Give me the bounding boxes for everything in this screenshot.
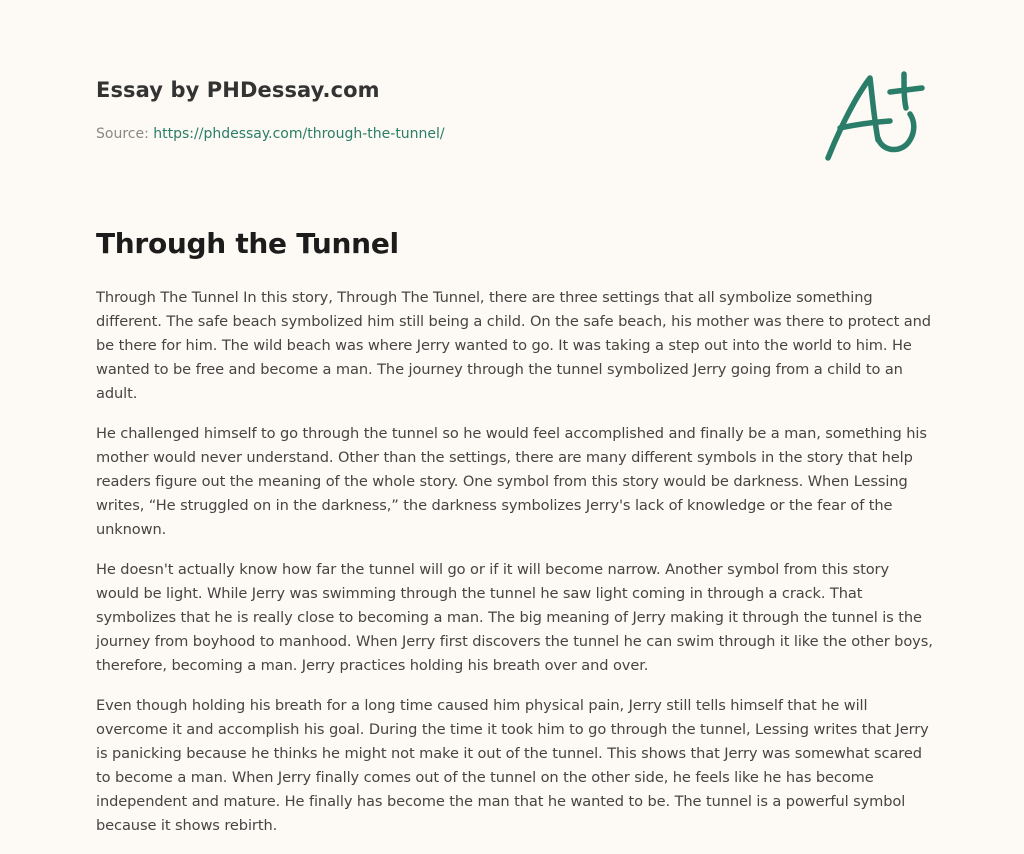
essay-content	[96, 224, 936, 854]
essay-paragraph: Even though holding his breath for a long time caused him physical pain, Jerry still tells himself that he will overcome it and accomplish his goal. During the time it took him to go through the tunnel, Lessing writes that Jerry is panicking because he thinks he might not make it out of the tunnel. This shows that Jerry was somewhat scared to become a man. When Jerry finally comes out of the tunnel on the other side, he feels like he has become independent and mature. He finally has become the man that he wanted to be. The tunnel is a powerful symbol because it shows rebirth.	[96, 697, 929, 834]
site-title: Essay by PHDessay.com	[96, 78, 380, 102]
source-line	[96, 124, 796, 144]
essay-paragraph: Through The Tunnel In this story, Through The Tunnel, there are three settings that all symbolize something different. The safe beach symbolized him still being a child. On the safe beach, his mother was there to protect and be there for him. The wild beach was where Jerry wanted to go. It was taking a step out into the world to him. He wanted to be free and become a man. The journey through the tunnel symbolized Jerry going from a child to an adult.	[96, 289, 931, 402]
a-plus-grade-icon	[818, 66, 930, 166]
essay-paragraph: He challenged himself to go through the tunnel so he would feel accomplished and finally be a man, something his mother would never understand. Other than the settings, there are many different symbols in the story that help readers figure out the meaning of the whole story. One symbol from this story would be darkness. When Lessing writes, “He struggled on in the darkness,” the darkness symbolizes Jerry's lack of knowledge or the fear of the unknown.	[96, 425, 927, 538]
source-label: Source:	[96, 126, 154, 142]
source-link[interactable]: https://phdessay.com/through-the-tunnel/	[153, 126, 445, 142]
essay-paragraph: He doesn't actually know how far the tunnel will go or if it will become narrow. Another symbol from this story would be light. While Jerry was swimming through the tunnel he saw light coming in through a crack. That symbolizes that he is really close to becoming a man. The big meaning of Jerry making it through the tunnel is the journey from boyhood to manhood. When Jerry first discovers the tunnel he can swim through it like the other boys, therefore, becoming a man. Jerry practices holding his breath over and over.	[96, 561, 933, 674]
essay-title: Through the Tunnel	[96, 227, 399, 260]
page-header	[96, 74, 796, 144]
